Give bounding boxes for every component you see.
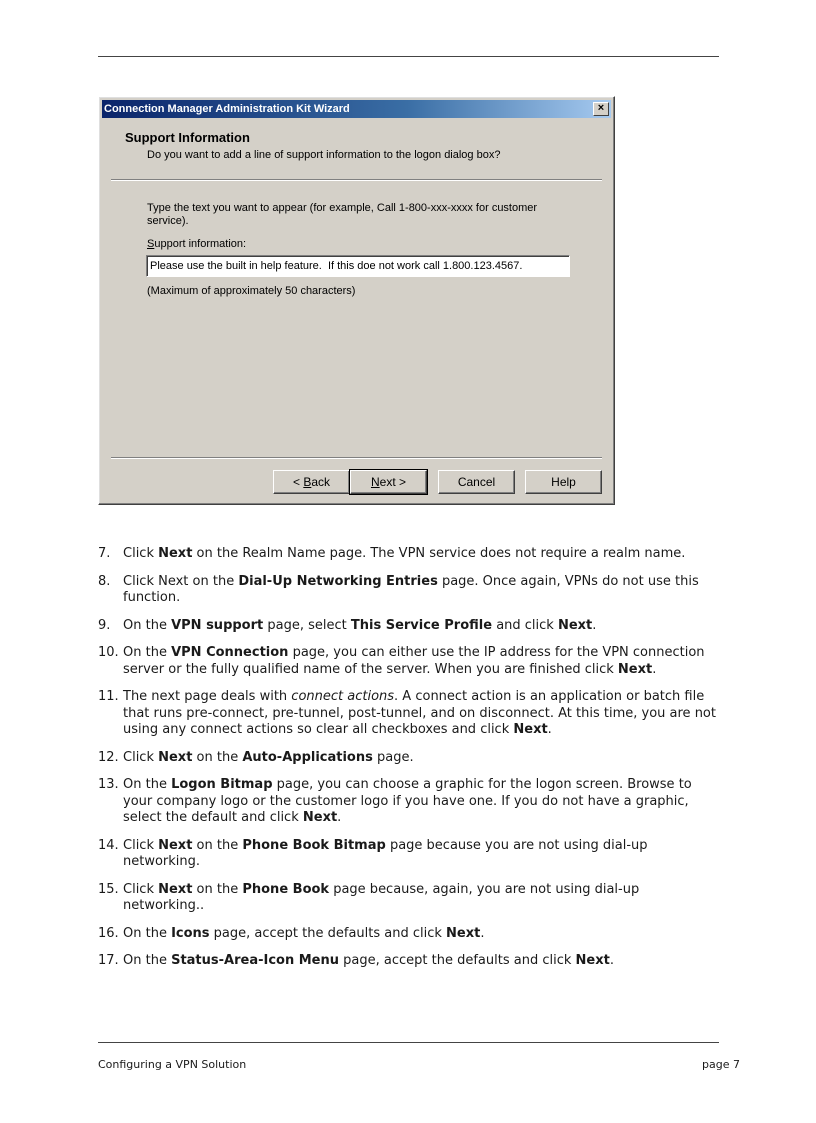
- step-text: page, select: [263, 617, 351, 633]
- step-text: The next page deals with: [123, 689, 292, 704]
- dialog-title: Connection Manager Administration Kit Wizard: [104, 103, 350, 115]
- footer-separator: [111, 457, 602, 459]
- step-text: . A connect action is an application or batch file that runs pre-connect, pre-tunnel, post-tunnel, and on disconnect. At this time, you are not using any connect actions so clear all checkboxes and click: [123, 689, 716, 737]
- close-button[interactable]: ×: [593, 102, 609, 116]
- step-text: page, you can choose a graphic for the logon screen. Browse to your company logo or the customer logo if you have one. If you do not have a graphic, select the default and click: [123, 777, 692, 825]
- step-text: Click: [123, 881, 159, 897]
- header-separator: [111, 179, 602, 181]
- step-emphasis: Auto-Applications: [242, 749, 373, 765]
- instructions-text: Type the text you want to appear (for example, Call 1-800-xxx-xxxx for customer service).: [147, 202, 538, 227]
- step-text: and click: [492, 617, 558, 633]
- footer-title: Configuring a VPN Solution: [98, 1058, 247, 1071]
- page-subtitle: Do you want to add a line of support information to the logon dialog box?: [147, 149, 501, 161]
- step-text: On the: [123, 645, 172, 660]
- step-text: page, accept the defaults and click: [209, 925, 447, 941]
- support-info-label: [147, 238, 246, 250]
- back-button-prefix: <: [292, 475, 304, 489]
- step-emphasis: Next: [158, 546, 193, 561]
- step-text: on the: [192, 749, 243, 765]
- next-button-accel: N: [370, 475, 380, 489]
- footer-rule: [98, 1042, 719, 1043]
- back-button-accel: B: [303, 475, 312, 489]
- back-button-rest: ack: [311, 475, 331, 489]
- list-item: [98, 926, 718, 943]
- max-length-hint: (Maximum of approximately 50 characters): [147, 285, 356, 297]
- step-number: 8.: [98, 573, 111, 589]
- step-text: Click: [123, 837, 159, 853]
- step-number: 14.: [98, 837, 119, 853]
- dialog-titlebar[interactable]: [102, 100, 611, 118]
- list-item: [98, 574, 718, 607]
- step-text: On the: [123, 925, 172, 941]
- step-emphasis: This Service Profile: [350, 617, 493, 633]
- step-text: On the: [123, 953, 172, 968]
- step-emphasis: Next: [158, 837, 193, 853]
- step-text: Click: [123, 749, 159, 765]
- step-emphasis: Phone Book: [242, 881, 330, 897]
- step-text: On the: [123, 617, 172, 633]
- next-button[interactable]: [350, 470, 427, 494]
- step-text: page because, again, you are not using dial-up networking..: [123, 881, 640, 913]
- step-emphasis: VPN Connection: [171, 645, 289, 660]
- step-emphasis: Next: [302, 810, 338, 825]
- step-emphasis: Next: [158, 749, 193, 765]
- step-text: .: [480, 925, 485, 941]
- wizard-header: [102, 118, 611, 178]
- step-text: Click: [123, 546, 159, 561]
- support-info-input[interactable]: [146, 255, 570, 277]
- step-text: .: [337, 810, 342, 825]
- step-emphasis: Dial-Up Networking Entries: [238, 573, 438, 589]
- step-number: 7.: [98, 546, 111, 561]
- step-text: on the: [192, 837, 243, 853]
- step-emphasis: Status-Area-Icon Menu: [171, 953, 340, 968]
- step-emphasis: Next: [513, 722, 548, 737]
- support-info-label-rest: upport information:: [154, 238, 247, 250]
- list-item: [98, 546, 718, 563]
- page-number: page 7: [702, 1058, 740, 1071]
- list-item: [98, 838, 718, 871]
- step-emphasis: Next: [617, 661, 653, 677]
- step-number: 16.: [98, 925, 119, 941]
- back-button[interactable]: [273, 470, 350, 494]
- step-emphasis: Phone Book Bitmap: [242, 837, 386, 853]
- step-text: page, accept the defaults and click: [339, 953, 576, 968]
- list-item: [98, 750, 718, 767]
- step-number: 15.: [98, 881, 119, 897]
- step-text: .: [592, 617, 597, 633]
- support-info-label-accel: S: [147, 238, 155, 250]
- step-text: page, you can either use the IP address for the VPN connection server or the fully qualified name of the server. When you are finished click: [123, 645, 705, 677]
- step-text: page. Once again, VPNs do not use this function.: [123, 573, 699, 605]
- step-emphasis: Next: [575, 953, 610, 968]
- step-emphasis: Next: [158, 881, 193, 897]
- help-button[interactable]: Help: [525, 470, 602, 494]
- step-number: 13.: [98, 777, 119, 792]
- step-text: on the Realm Name page. The VPN service does not require a realm name.: [192, 546, 686, 561]
- step-text: page because you are not using dial-up networking.: [123, 837, 648, 869]
- next-button-rest: ext >: [379, 475, 407, 489]
- step-emphasis: Next: [446, 925, 481, 941]
- step-text: page.: [372, 749, 414, 765]
- step-text: On the: [123, 777, 172, 792]
- list-item: [98, 953, 718, 970]
- list-item: [98, 689, 718, 739]
- step-emphasis: Icons: [171, 925, 210, 941]
- step-text: .: [547, 722, 552, 737]
- step-italic: connect actions: [291, 689, 395, 704]
- header-rule: [98, 56, 719, 57]
- step-text: .: [652, 661, 657, 677]
- step-emphasis: Next: [557, 617, 593, 633]
- page-title: Support Information: [125, 130, 250, 145]
- step-number: 17.: [98, 953, 119, 968]
- step-emphasis: VPN support: [171, 617, 264, 633]
- step-text: .: [609, 953, 614, 968]
- wizard-dialog: [98, 96, 615, 505]
- step-emphasis: Logon Bitmap: [171, 777, 273, 792]
- list-item: [98, 618, 718, 635]
- step-number: 11.: [98, 689, 119, 704]
- step-text: Click Next on the: [123, 573, 239, 589]
- instruction-steps: [98, 546, 718, 981]
- list-item: [98, 645, 718, 678]
- list-item: [98, 777, 718, 827]
- step-text: on the: [192, 881, 243, 897]
- step-number: 9.: [98, 617, 111, 633]
- list-item: [98, 882, 718, 915]
- cancel-button[interactable]: Cancel: [438, 470, 515, 494]
- step-number: 12.: [98, 749, 119, 765]
- step-number: 10.: [98, 645, 119, 660]
